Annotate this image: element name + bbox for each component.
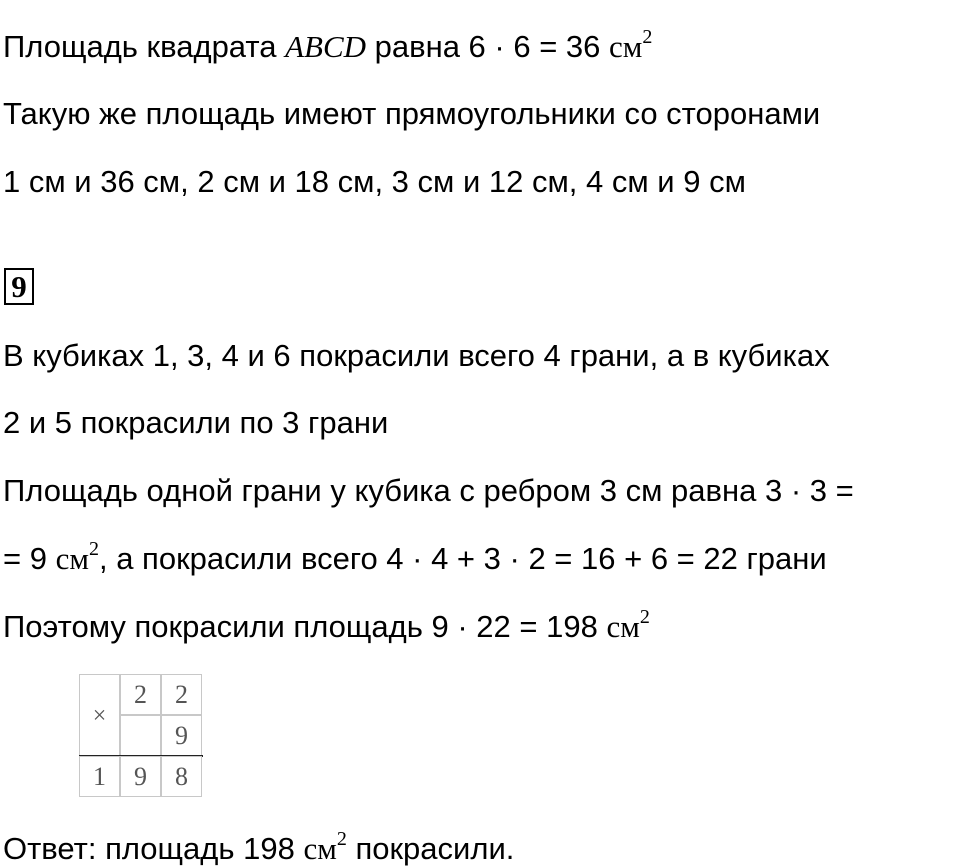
- face-count-line: [3, 537, 827, 577]
- exponent: 2: [639, 605, 650, 628]
- square-area-line: [3, 25, 653, 65]
- text: = 9: [3, 541, 56, 576]
- text: , а покрасили всего 4 · 4 + 3 · 2 = 16 + 6 = 22 грани: [98, 541, 827, 576]
- cubes-line-2: 2 и 5 покрасили по 3 грани: [3, 405, 389, 440]
- total-area-line: [3, 605, 650, 645]
- answer-line: [3, 827, 515, 867]
- text: Ответ: площадь 198: [3, 831, 304, 866]
- multiplication-grid: [79, 674, 203, 798]
- face-area-line: Площадь одной грани у кубика с ребром 3 см равна 3 · 3 =: [3, 473, 854, 508]
- grid-cell: 2: [120, 674, 161, 715]
- exponent: 2: [88, 537, 99, 560]
- unit: см: [303, 831, 337, 866]
- exponent: 2: [336, 827, 347, 850]
- rectangles-intro-line: Такую же площадь имеют прямоугольники со сторонами: [3, 96, 821, 131]
- cubes-line-1: В кубиках 1, 3, 4 и 6 покрасили всего 4 грани, а в кубиках: [3, 338, 830, 373]
- square-name: ABCD: [285, 29, 367, 64]
- grid-cell: 2: [161, 674, 202, 715]
- unit: см: [55, 541, 89, 576]
- exponent: 2: [642, 25, 653, 48]
- text: Площадь квадрата: [3, 29, 286, 64]
- text: равна 6 · 6 = 36: [366, 29, 610, 64]
- text: покрасили.: [346, 831, 515, 866]
- text: Поэтому покрасили площадь 9 · 22 = 198: [3, 609, 607, 644]
- unit: см: [609, 29, 643, 64]
- grid-cell: 8: [161, 756, 202, 797]
- rectangles-sides-line: 1 см и 36 см, 2 см и 18 см, 3 см и 12 см, 4 см и 9 см: [3, 164, 746, 199]
- grid-cell: 9: [120, 756, 161, 797]
- unit: см: [606, 609, 640, 644]
- grid-cell: 1: [79, 756, 120, 797]
- multiply-sign: ×: [79, 674, 120, 756]
- grid-cell: [120, 715, 161, 756]
- task-number-box: 9: [4, 268, 34, 305]
- grid-cell: 9: [161, 715, 202, 756]
